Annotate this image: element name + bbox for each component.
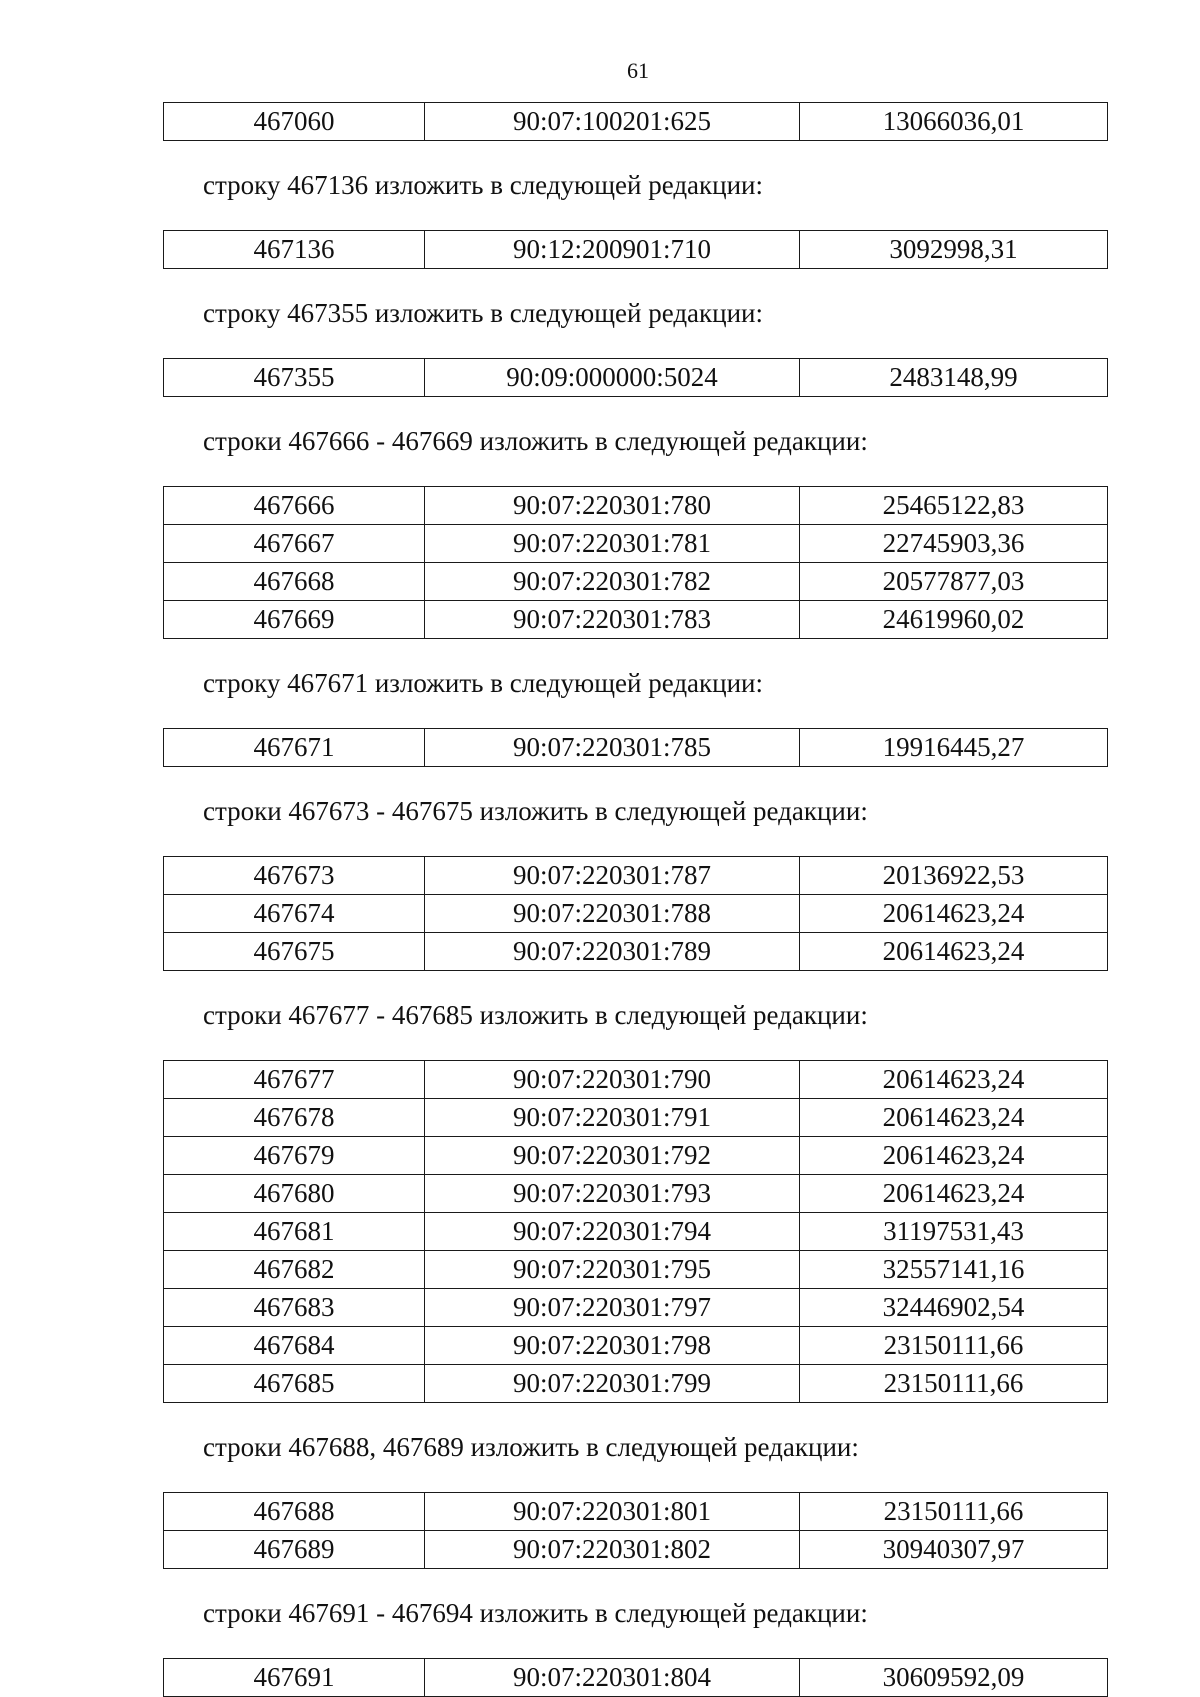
row-number-cell: 467682 [164, 1251, 425, 1289]
cadastral-table [163, 486, 1108, 639]
row-number-cell: 467689 [164, 1531, 425, 1569]
instruction-text: строку 467355 изложить в следующей редакции: [203, 298, 764, 328]
cadastral-value-cell: 24619960,02 [800, 601, 1108, 639]
table-row [164, 895, 1108, 933]
table-row [164, 1659, 1108, 1697]
cadastral-number-cell: 90:07:220301:785 [425, 729, 800, 767]
table-row [164, 1327, 1108, 1365]
cadastral-value-cell: 23150111,66 [800, 1365, 1108, 1403]
row-number-cell: 467060 [164, 103, 425, 141]
table-row [164, 1493, 1108, 1531]
instruction-text: строки 467673 - 467675 изложить в следующей редакции: [203, 796, 868, 826]
cadastral-number-cell: 90:09:000000:5024 [425, 359, 800, 397]
cadastral-value-cell: 32557141,16 [800, 1251, 1108, 1289]
cadastral-number-cell: 90:07:220301:795 [425, 1251, 800, 1289]
row-number-cell: 467680 [164, 1175, 425, 1213]
cadastral-value-cell: 19916445,27 [800, 729, 1108, 767]
table-row [164, 1061, 1108, 1099]
cadastral-value-cell: 3092998,31 [800, 231, 1108, 269]
table-row [164, 487, 1108, 525]
table-row [164, 1137, 1108, 1175]
cadastral-number-cell: 90:07:220301:799 [425, 1365, 800, 1403]
table-row [164, 933, 1108, 971]
cadastral-value-cell: 20136922,53 [800, 857, 1108, 895]
row-number-cell: 467669 [164, 601, 425, 639]
row-number-cell: 467673 [164, 857, 425, 895]
row-number-cell: 467688 [164, 1493, 425, 1531]
cadastral-number-cell: 90:07:220301:804 [425, 1659, 800, 1697]
table-row [164, 103, 1108, 141]
instruction-text: строку 467136 изложить в следующей редакции: [203, 170, 764, 200]
cadastral-value-cell: 30609592,09 [800, 1659, 1108, 1697]
cadastral-value-cell: 30940307,97 [800, 1531, 1108, 1569]
table-row [164, 1365, 1108, 1403]
cadastral-table [163, 1492, 1108, 1569]
cadastral-value-cell: 22745903,36 [800, 525, 1108, 563]
table-row [164, 729, 1108, 767]
row-number-cell: 467681 [164, 1213, 425, 1251]
row-number-cell: 467679 [164, 1137, 425, 1175]
cadastral-number-cell: 90:07:220301:802 [425, 1531, 800, 1569]
table-row [164, 525, 1108, 563]
cadastral-number-cell: 90:07:220301:788 [425, 895, 800, 933]
cadastral-value-cell: 31197531,43 [800, 1213, 1108, 1251]
instruction-text: строки 467691 - 467694 изложить в следующей редакции: [203, 1598, 868, 1628]
cadastral-number-cell: 90:07:220301:794 [425, 1213, 800, 1251]
instruction-text: строки 467666 - 467669 изложить в следующей редакции: [203, 426, 868, 456]
table-row [164, 1099, 1108, 1137]
cadastral-number-cell: 90:07:220301:781 [425, 525, 800, 563]
page-number: 61 [627, 58, 649, 83]
cadastral-number-cell: 90:07:220301:789 [425, 933, 800, 971]
cadastral-number-cell: 90:07:100201:625 [425, 103, 800, 141]
row-number-cell: 467684 [164, 1327, 425, 1365]
cadastral-value-cell: 23150111,66 [800, 1493, 1108, 1531]
cadastral-value-cell: 20577877,03 [800, 563, 1108, 601]
instruction-text: строки 467688, 467689 изложить в следующей редакции: [203, 1432, 859, 1462]
cadastral-number-cell: 90:07:220301:790 [425, 1061, 800, 1099]
row-number-cell: 467667 [164, 525, 425, 563]
row-number-cell: 467683 [164, 1289, 425, 1327]
instruction-text: строки 467677 - 467685 изложить в следующей редакции: [203, 1000, 868, 1030]
cadastral-number-cell: 90:07:220301:797 [425, 1289, 800, 1327]
table-row [164, 1251, 1108, 1289]
row-number-cell: 467671 [164, 729, 425, 767]
cadastral-value-cell: 20614623,24 [800, 933, 1108, 971]
table-row [164, 359, 1108, 397]
cadastral-number-cell: 90:12:200901:710 [425, 231, 800, 269]
cadastral-value-cell: 20614623,24 [800, 1137, 1108, 1175]
cadastral-value-cell: 20614623,24 [800, 1061, 1108, 1099]
row-number-cell: 467668 [164, 563, 425, 601]
cadastral-table [163, 102, 1108, 141]
cadastral-table [163, 856, 1108, 971]
cadastral-value-cell: 20614623,24 [800, 1175, 1108, 1213]
cadastral-value-cell: 20614623,24 [800, 895, 1108, 933]
cadastral-number-cell: 90:07:220301:791 [425, 1099, 800, 1137]
cadastral-table [163, 230, 1108, 269]
cadastral-table [163, 1060, 1108, 1403]
row-number-cell: 467675 [164, 933, 425, 971]
table-row [164, 563, 1108, 601]
cadastral-number-cell: 90:07:220301:793 [425, 1175, 800, 1213]
row-number-cell: 467136 [164, 231, 425, 269]
cadastral-table [163, 728, 1108, 767]
row-number-cell: 467674 [164, 895, 425, 933]
cadastral-number-cell: 90:07:220301:801 [425, 1493, 800, 1531]
cadastral-number-cell: 90:07:220301:798 [425, 1327, 800, 1365]
table-row [164, 857, 1108, 895]
cadastral-value-cell: 13066036,01 [800, 103, 1108, 141]
cadastral-number-cell: 90:07:220301:787 [425, 857, 800, 895]
cadastral-number-cell: 90:07:220301:780 [425, 487, 800, 525]
instruction-text: строку 467671 изложить в следующей редакции: [203, 668, 764, 698]
table-row [164, 601, 1108, 639]
table-row [164, 1213, 1108, 1251]
row-number-cell: 467666 [164, 487, 425, 525]
row-number-cell: 467355 [164, 359, 425, 397]
cadastral-value-cell: 25465122,83 [800, 487, 1108, 525]
row-number-cell: 467678 [164, 1099, 425, 1137]
cadastral-value-cell: 23150111,66 [800, 1327, 1108, 1365]
row-number-cell: 467685 [164, 1365, 425, 1403]
cadastral-value-cell: 2483148,99 [800, 359, 1108, 397]
document-body [163, 102, 1107, 1697]
cadastral-table [163, 1658, 1108, 1697]
cadastral-value-cell: 32446902,54 [800, 1289, 1108, 1327]
cadastral-number-cell: 90:07:220301:792 [425, 1137, 800, 1175]
table-row [164, 231, 1108, 269]
row-number-cell: 467677 [164, 1061, 425, 1099]
row-number-cell: 467691 [164, 1659, 425, 1697]
table-row [164, 1531, 1108, 1569]
table-row [164, 1175, 1108, 1213]
cadastral-number-cell: 90:07:220301:782 [425, 563, 800, 601]
cadastral-table [163, 358, 1108, 397]
table-row [164, 1289, 1108, 1327]
cadastral-number-cell: 90:07:220301:783 [425, 601, 800, 639]
cadastral-value-cell: 20614623,24 [800, 1099, 1108, 1137]
